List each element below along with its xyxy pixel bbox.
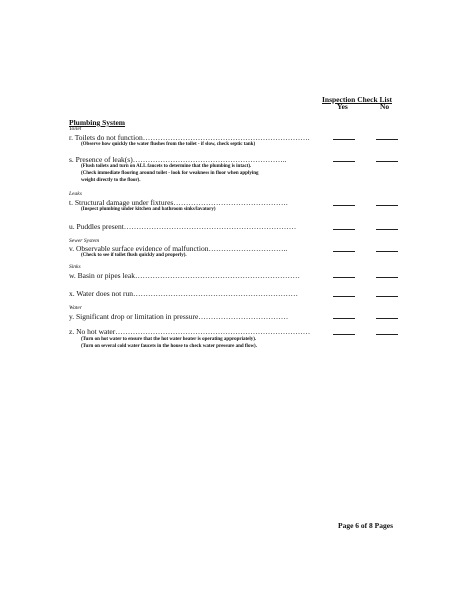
item-y: [69, 312, 288, 321]
item-s-label: s. Presence of leak(s): [69, 155, 133, 164]
item-s-leader: ……………………………………………………..: [132, 155, 287, 164]
item-y-no-blank[interactable]: [376, 318, 398, 319]
item-w-no-blank[interactable]: [376, 277, 398, 278]
item-v-label: v. Observable surface evidence of malfunction: [69, 244, 209, 253]
subhead-leaks: Leaks: [69, 191, 82, 197]
item-s-note-2: (Check immediate flooring around toilet - look for weakness in floor when applying: [81, 171, 259, 176]
section-title: Plumbing System: [69, 118, 126, 127]
item-u-no-blank[interactable]: [376, 229, 398, 230]
item-t: [69, 198, 288, 207]
item-v-leader: …………………………..: [208, 244, 288, 253]
item-r-note: (Observe how quickly the water flushes from the toilet - if slow, check septic tank): [81, 142, 256, 147]
item-u: [69, 222, 296, 231]
item-t-leader: ……………………………………….: [173, 198, 288, 207]
item-v-no-blank[interactable]: [376, 251, 398, 252]
item-y-label: y. Significant drop or limitation in pressure: [69, 312, 199, 321]
item-v-yes-blank[interactable]: [333, 251, 355, 252]
item-y-yes-blank[interactable]: [333, 318, 355, 319]
item-z-no-blank[interactable]: [376, 334, 398, 335]
item-u-label: u. Puddles present: [69, 222, 124, 231]
item-t-label: t. Structural damage under fixtures: [69, 198, 174, 207]
item-z-label: z. No hot water: [69, 327, 116, 336]
item-s-note-1: (Flush toilets and turn on ALL faucets to determine that the plumbing is intact).: [81, 164, 252, 169]
item-x-no-blank[interactable]: [376, 296, 398, 297]
subhead-water: Water: [69, 305, 82, 311]
item-s-note-3: weight directly to the floor).: [81, 178, 141, 183]
item-s: [69, 155, 286, 164]
subhead-sinks: Sinks: [69, 264, 81, 270]
checklist-title: Inspection Check List: [322, 95, 393, 104]
item-v-note: (Check to see if toilet flush quickly and properly).: [81, 253, 187, 258]
page-number: Page 6 of 8 Pages: [338, 521, 393, 530]
item-r: [69, 133, 310, 142]
item-z-yes-blank[interactable]: [333, 334, 355, 335]
item-z: [69, 327, 310, 336]
item-x-yes-blank[interactable]: [333, 296, 355, 297]
item-r-leader: ………………………………………………………….: [142, 133, 310, 142]
item-z-note-1: (Turn on hot water to ensure that the hot water heater is operating appropriately).: [81, 337, 257, 342]
item-w-leader: …………………………………………………………: [134, 271, 300, 280]
item-z-note-2: (Turn on several cold water faucets in the house to check water pressure and flow).: [81, 344, 257, 349]
item-u-yes-blank[interactable]: [333, 229, 355, 230]
item-t-no-blank[interactable]: [376, 205, 398, 206]
item-z-leader: ……………………………………………………………………: [115, 327, 311, 336]
item-v: [69, 244, 287, 253]
item-u-leader: ……………………………………………………………: [123, 222, 297, 231]
item-y-leader: ………………………………: [198, 312, 289, 321]
item-r-no-blank[interactable]: [376, 139, 398, 140]
subhead-toilet: Toilet: [69, 126, 82, 132]
item-w-label: w. Basin or pipes leak: [69, 271, 135, 280]
item-w: [69, 271, 300, 280]
item-s-yes-blank[interactable]: [333, 161, 355, 162]
item-t-note: (Inspect plumbing under kitchen and bathroom sinks/lavatory): [81, 207, 216, 212]
yes-column-header: Yes: [337, 102, 348, 111]
subhead-sewer-system: Sewer System: [69, 238, 100, 244]
item-x-label: x. Water does not run: [69, 289, 134, 298]
item-t-yes-blank[interactable]: [333, 205, 355, 206]
item-x-leader: …………………………………………………………: [133, 289, 299, 298]
item-r-label: r. Toilets do not function: [69, 133, 143, 142]
no-column-header: No: [380, 102, 390, 111]
item-r-yes-blank[interactable]: [333, 139, 355, 140]
item-x: [69, 289, 298, 298]
item-w-yes-blank[interactable]: [333, 277, 355, 278]
item-s-no-blank[interactable]: [376, 161, 398, 162]
